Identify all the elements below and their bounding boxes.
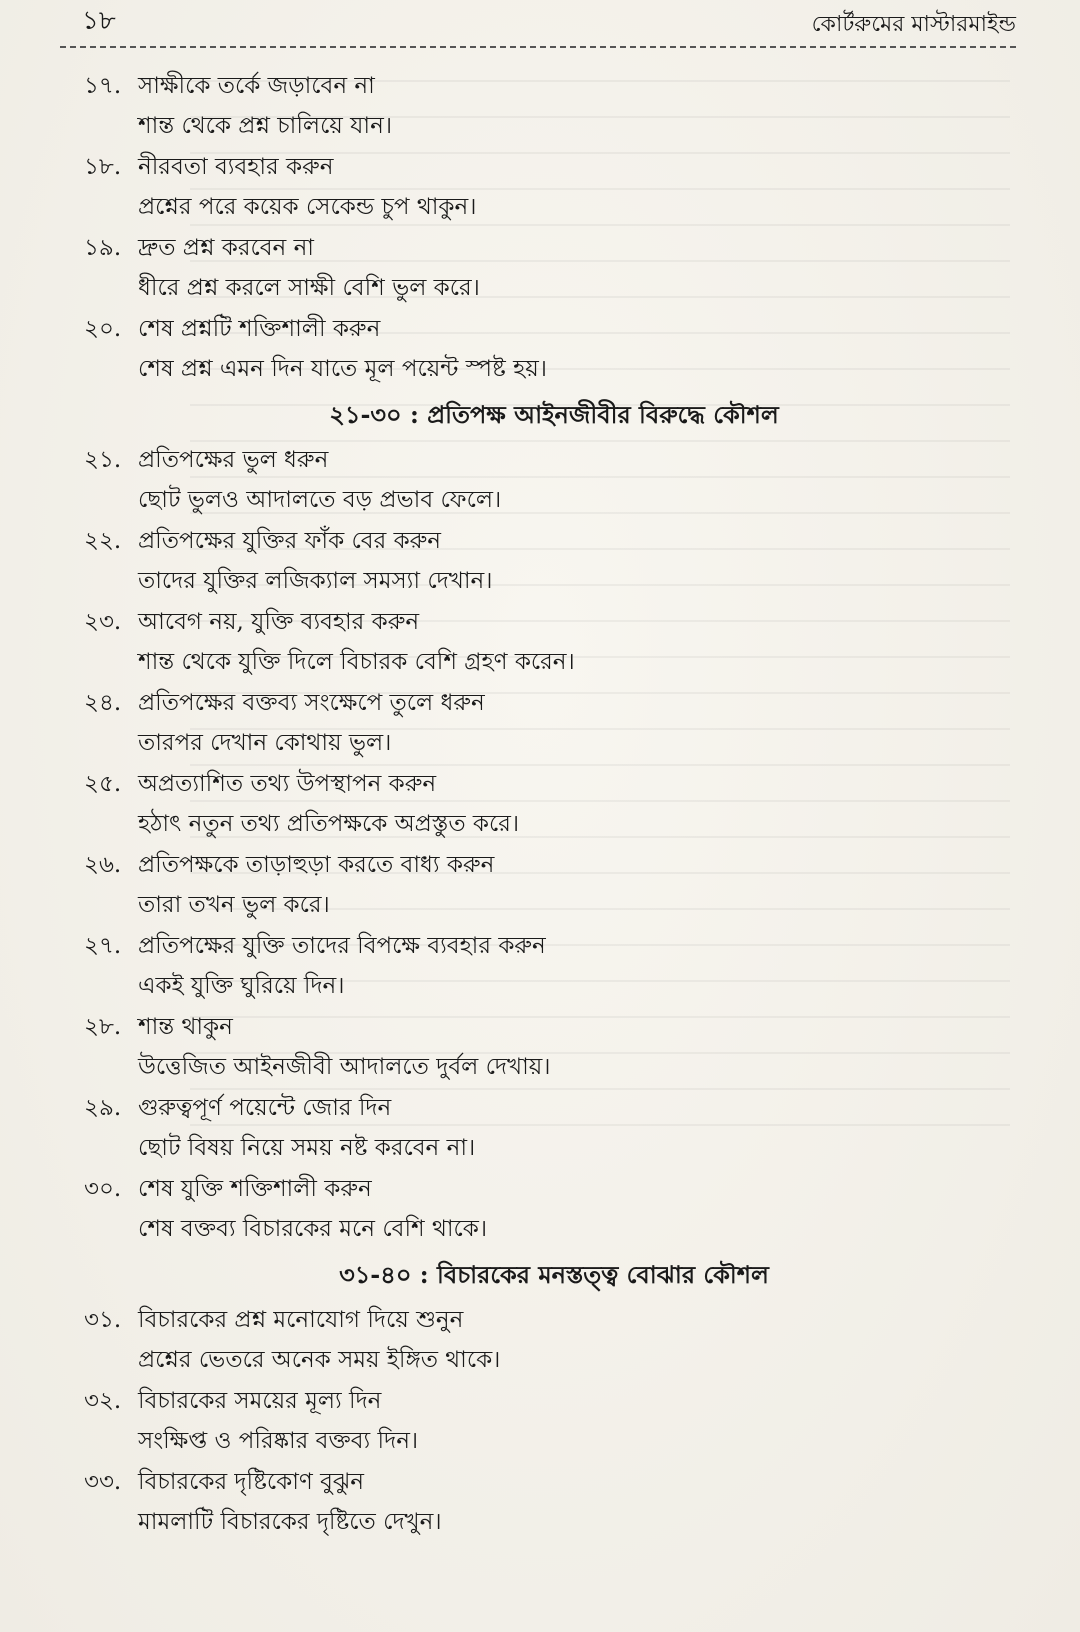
item-number: ২২. — [84, 527, 122, 554]
item-number: ৩২. — [84, 1387, 122, 1414]
item-list — [84, 1300, 984, 1543]
list-item — [84, 1300, 984, 1381]
item-number: ১৮. — [84, 153, 122, 180]
page-header — [60, 8, 1016, 44]
item-description: তাদের যুক্তির লজিক্যাল সমস্যা দেখান। — [138, 568, 493, 594]
item-number: ২৭. — [84, 932, 122, 959]
item-number: ২৩. — [84, 608, 122, 635]
item-heading-line — [84, 845, 984, 885]
list-item — [84, 66, 984, 147]
item-title: আবেগ নয়, যুক্তি ব্যবহার করুন — [138, 608, 420, 635]
item-number: ১৭. — [84, 72, 122, 99]
list-item — [84, 1088, 984, 1169]
section-heading: ৩১-৪০ : বিচারকের মনস্তত্ত্ব বোঝার কৌশল — [339, 1260, 769, 1289]
item-heading-line — [84, 66, 984, 106]
item-description: সংক্ষিপ্ত ও পরিষ্কার বক্তব্য দিন। — [138, 1428, 419, 1454]
list-item — [84, 683, 984, 764]
item-description: শেষ প্রশ্ন এমন দিন যাতে মূল পয়েন্ট স্পষ্ট হয়। — [138, 356, 547, 382]
list-item — [84, 521, 984, 602]
item-description: শেষ বক্তব্য বিচারকের মনে বেশি থাকে। — [138, 1216, 488, 1242]
list-item — [84, 309, 984, 390]
item-list — [84, 440, 984, 1250]
item-number: ২৫. — [84, 770, 122, 797]
list-item — [84, 602, 984, 683]
item-title: দ্রুত প্রশ্ন করবেন না — [138, 234, 314, 261]
item-number: ১৯. — [84, 234, 122, 261]
list-item — [84, 1381, 984, 1462]
item-heading-line — [84, 147, 984, 187]
item-description: প্রশ্নের পরে কয়েক সেকেন্ড চুপ থাকুন। — [138, 194, 477, 220]
item-description: শান্ত থেকে যুক্তি দিলে বিচারক বেশি গ্রহণ করেন। — [138, 649, 575, 675]
item-number: ২৮. — [84, 1013, 122, 1040]
item-list — [84, 66, 984, 390]
list-item — [84, 764, 984, 845]
item-title: নীরবতা ব্যবহার করুন — [138, 153, 334, 180]
item-heading-line — [84, 440, 984, 480]
item-description: ছোট ভুলও আদালতে বড় প্রভাব ফেলে। — [138, 487, 502, 513]
item-title: বিচারকের সময়ের মূল্য দিন — [138, 1387, 382, 1414]
item-heading-line — [84, 1300, 984, 1340]
header-rule — [60, 46, 1016, 48]
item-description: একই যুক্তি ঘুরিয়ে দিন। — [138, 973, 345, 999]
item-description: প্রশ্নের ভেতরে অনেক সময় ইঙ্গিত থাকে। — [138, 1347, 501, 1373]
item-description: শান্ত থেকে প্রশ্ন চালিয়ে যান। — [138, 113, 393, 139]
list-item — [84, 1462, 984, 1543]
item-description: উত্তেজিত আইনজীবী আদালতে দুর্বল দেখায়। — [138, 1054, 551, 1080]
list-item — [84, 845, 984, 926]
item-title: শেষ প্রশ্নটি শক্তিশালী করুন — [138, 315, 381, 342]
item-number: ২৬. — [84, 851, 122, 878]
item-heading-line — [84, 1088, 984, 1128]
item-number: ২৪. — [84, 689, 122, 716]
page-body — [84, 66, 984, 1543]
item-number: ৩১. — [84, 1306, 122, 1333]
item-description: তারপর দেখান কোথায় ভুল। — [138, 730, 392, 756]
list-item — [84, 1169, 984, 1250]
item-title: শেষ যুক্তি শক্তিশালী করুন — [138, 1175, 372, 1202]
item-title: বিচারকের প্রশ্ন মনোযোগ দিয়ে শুনুন — [138, 1306, 464, 1333]
item-title: শান্ত থাকুন — [138, 1013, 233, 1040]
list-item — [84, 228, 984, 309]
item-title: প্রতিপক্ষের যুক্তি তাদের বিপক্ষে ব্যবহার করুন — [138, 932, 546, 959]
item-title: অপ্রত্যাশিত তথ্য উপস্থাপন করুন — [138, 770, 437, 797]
item-title: প্রতিপক্ষকে তাড়াহুড়া করতে বাধ্য করুন — [138, 851, 495, 878]
item-heading-line — [84, 521, 984, 561]
item-heading-line — [84, 764, 984, 804]
item-title: প্রতিপক্ষের যুক্তির ফাঁক বের করুন — [138, 527, 442, 554]
running-title: কোর্টরুমের মাস্টারমাইন্ড — [811, 12, 1016, 37]
item-title: বিচারকের দৃষ্টিকোণ বুঝুন — [138, 1468, 365, 1495]
item-description: ছোট বিষয় নিয়ে সময় নষ্ট করবেন না। — [138, 1135, 476, 1161]
item-description: হঠাৎ নতুন তথ্য প্রতিপক্ষকে অপ্রস্তুত করে। — [138, 811, 520, 837]
item-heading-line — [84, 1169, 984, 1209]
item-heading-line — [84, 602, 984, 642]
section-heading: ২১-৩০ : প্রতিপক্ষ আইনজীবীর বিরুদ্ধে কৌশল — [329, 400, 779, 429]
item-number: ৩০. — [84, 1175, 122, 1202]
item-heading-line — [84, 309, 984, 349]
item-number: ২০. — [84, 315, 122, 342]
item-heading-line — [84, 228, 984, 268]
list-item — [84, 440, 984, 521]
item-heading-line — [84, 1007, 984, 1047]
page-number: ১৮ — [82, 6, 116, 36]
list-item — [84, 147, 984, 228]
list-item — [84, 926, 984, 1007]
item-description: ধীরে প্রশ্ন করলে সাক্ষী বেশি ভুল করে। — [138, 275, 480, 301]
item-title: সাক্ষীকে তর্কে জড়াবেন না — [138, 72, 375, 99]
item-description: তারা তখন ভুল করে। — [138, 892, 330, 918]
item-heading-line — [84, 683, 984, 723]
item-title: প্রতিপক্ষের বক্তব্য সংক্ষেপে তুলে ধরুন — [138, 689, 485, 716]
item-title: গুরুত্বপূর্ণ পয়েন্টে জোর দিন — [138, 1094, 392, 1121]
item-description: মামলাটি বিচারকের দৃষ্টিতে দেখুন। — [138, 1509, 442, 1535]
item-number: ২৯. — [84, 1094, 122, 1121]
item-heading-line — [84, 1381, 984, 1421]
item-number: ২১. — [84, 446, 122, 473]
item-title: প্রতিপক্ষের ভুল ধরুন — [138, 446, 329, 473]
item-heading-line — [84, 1462, 984, 1502]
item-heading-line — [84, 926, 984, 966]
item-number: ৩৩. — [84, 1468, 122, 1495]
list-item — [84, 1007, 984, 1088]
